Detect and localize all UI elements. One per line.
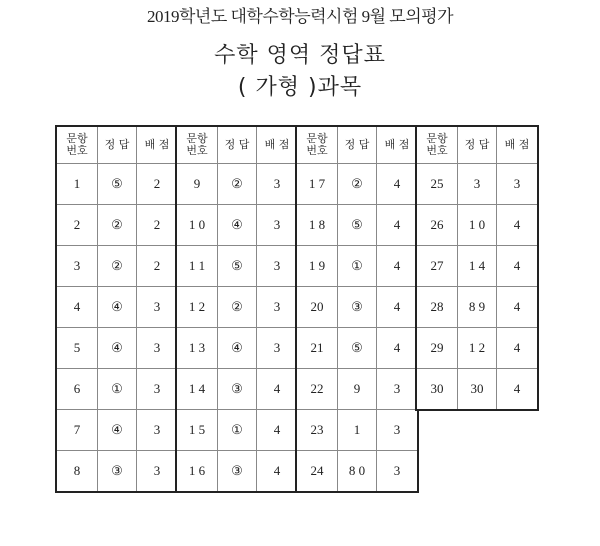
question-number: 30 bbox=[417, 369, 458, 410]
score: 4 bbox=[497, 369, 538, 410]
table-row bbox=[177, 410, 297, 451]
score: 3 bbox=[257, 246, 298, 287]
score: 4 bbox=[377, 205, 418, 246]
score: 3 bbox=[137, 287, 178, 328]
question-number: 1 7 bbox=[297, 164, 338, 205]
score: 2 bbox=[137, 205, 178, 246]
score: 3 bbox=[257, 164, 298, 205]
col-header-answer: 정 답 bbox=[218, 127, 257, 164]
question-number: 7 bbox=[57, 410, 98, 451]
question-number: 1 6 bbox=[177, 451, 218, 492]
score: 3 bbox=[497, 164, 538, 205]
question-number: 28 bbox=[417, 287, 458, 328]
col-header-score: 배 점 bbox=[377, 127, 418, 164]
answer: 3 bbox=[458, 164, 497, 205]
question-number: 20 bbox=[297, 287, 338, 328]
question-number: 27 bbox=[417, 246, 458, 287]
answer: ③ bbox=[98, 451, 137, 492]
answer: ④ bbox=[98, 287, 137, 328]
answer: ⑤ bbox=[338, 205, 377, 246]
col-header-number bbox=[297, 127, 338, 164]
table-row bbox=[57, 246, 177, 287]
score: 2 bbox=[137, 246, 178, 287]
answer-group-3 bbox=[295, 125, 419, 493]
answer: ⑤ bbox=[338, 328, 377, 369]
score: 4 bbox=[377, 287, 418, 328]
question-number: 1 9 bbox=[297, 246, 338, 287]
question-number: 5 bbox=[57, 328, 98, 369]
score: 3 bbox=[137, 410, 178, 451]
table-row bbox=[417, 287, 537, 328]
header-number-line1: 문항 bbox=[306, 132, 328, 145]
answer: ③ bbox=[338, 287, 377, 328]
header-number-line1: 문항 bbox=[66, 132, 88, 145]
score: 3 bbox=[257, 287, 298, 328]
table-row bbox=[177, 287, 297, 328]
header-number-line2: 번호 bbox=[66, 144, 88, 157]
col-header-answer: 정 답 bbox=[338, 127, 377, 164]
answer: 8 0 bbox=[338, 451, 377, 492]
col-header-number bbox=[177, 127, 218, 164]
answer: ② bbox=[218, 164, 257, 205]
score: 2 bbox=[137, 164, 178, 205]
question-number: 1 2 bbox=[177, 287, 218, 328]
col-header-answer: 정 답 bbox=[98, 127, 137, 164]
header-number-line2: 번호 bbox=[306, 144, 328, 157]
score: 4 bbox=[497, 328, 538, 369]
question-number: 3 bbox=[57, 246, 98, 287]
table-row bbox=[57, 410, 177, 451]
score: 3 bbox=[137, 328, 178, 369]
answer: ⑤ bbox=[98, 164, 137, 205]
table-row bbox=[57, 328, 177, 369]
answer: ② bbox=[98, 246, 137, 287]
answer: 1 0 bbox=[458, 205, 497, 246]
question-number: 1 bbox=[57, 164, 98, 205]
question-number: 1 4 bbox=[177, 369, 218, 410]
answer: ① bbox=[338, 246, 377, 287]
score: 3 bbox=[137, 451, 178, 492]
table-row bbox=[297, 451, 417, 492]
header-number-line1: 문항 bbox=[426, 132, 448, 145]
table-row bbox=[177, 164, 297, 205]
header-row bbox=[177, 127, 297, 164]
question-number: 4 bbox=[57, 287, 98, 328]
answer: ④ bbox=[98, 410, 137, 451]
question-number: 29 bbox=[417, 328, 458, 369]
answer: 1 2 bbox=[458, 328, 497, 369]
table-row bbox=[57, 287, 177, 328]
col-header-answer: 정 답 bbox=[458, 127, 497, 164]
table-row bbox=[177, 246, 297, 287]
question-number: 8 bbox=[57, 451, 98, 492]
answer: ② bbox=[218, 287, 257, 328]
table-row bbox=[297, 410, 417, 451]
answer-table-3 bbox=[297, 127, 417, 491]
score: 3 bbox=[377, 410, 418, 451]
question-number: 22 bbox=[297, 369, 338, 410]
question-number: 1 3 bbox=[177, 328, 218, 369]
answer-table-4 bbox=[417, 127, 537, 409]
answer: ② bbox=[338, 164, 377, 205]
score: 3 bbox=[257, 205, 298, 246]
score: 4 bbox=[497, 205, 538, 246]
answer: 1 bbox=[338, 410, 377, 451]
question-number: 1 8 bbox=[297, 205, 338, 246]
answer: ① bbox=[98, 369, 137, 410]
question-number: 2 bbox=[57, 205, 98, 246]
answer: 1 4 bbox=[458, 246, 497, 287]
table-row bbox=[297, 246, 417, 287]
answer: ④ bbox=[218, 205, 257, 246]
score: 3 bbox=[377, 369, 418, 410]
question-number: 1 1 bbox=[177, 246, 218, 287]
score: 4 bbox=[257, 451, 298, 492]
col-header-score: 배 점 bbox=[137, 127, 178, 164]
answer: ③ bbox=[218, 451, 257, 492]
answer: ⑤ bbox=[218, 246, 257, 287]
score: 3 bbox=[257, 328, 298, 369]
header-number-line1: 문항 bbox=[186, 132, 208, 145]
table-row bbox=[297, 328, 417, 369]
question-number: 6 bbox=[57, 369, 98, 410]
answer: 30 bbox=[458, 369, 497, 410]
table-row bbox=[297, 164, 417, 205]
subject-title: 수학 영역 정답표 bbox=[214, 43, 386, 68]
score: 4 bbox=[497, 246, 538, 287]
table-row bbox=[297, 287, 417, 328]
table-row bbox=[417, 164, 537, 205]
header-row bbox=[417, 127, 537, 164]
header-row bbox=[297, 127, 417, 164]
header-number-line2: 번호 bbox=[426, 144, 448, 157]
score: 4 bbox=[257, 369, 298, 410]
answer: ① bbox=[218, 410, 257, 451]
question-number: 25 bbox=[417, 164, 458, 205]
table-row bbox=[57, 451, 177, 492]
table-row bbox=[297, 205, 417, 246]
table-row bbox=[417, 328, 537, 369]
table-row bbox=[417, 246, 537, 287]
header-number-line2: 번호 bbox=[186, 144, 208, 157]
score: 4 bbox=[497, 287, 538, 328]
answer-group-1 bbox=[55, 125, 179, 493]
answer: ④ bbox=[218, 328, 257, 369]
question-number: 23 bbox=[297, 410, 338, 451]
exam-title: 2019학년도 대학수학능력시험 9월 모의평가 bbox=[146, 7, 453, 26]
table-row bbox=[297, 369, 417, 410]
answer: 9 bbox=[338, 369, 377, 410]
score: 4 bbox=[377, 246, 418, 287]
question-number: 26 bbox=[417, 205, 458, 246]
table-row bbox=[57, 164, 177, 205]
score: 3 bbox=[137, 369, 178, 410]
question-number: 9 bbox=[177, 164, 218, 205]
score: 4 bbox=[377, 328, 418, 369]
answer-table-1 bbox=[57, 127, 177, 491]
question-number: 21 bbox=[297, 328, 338, 369]
table-row bbox=[57, 205, 177, 246]
type-title: ( 가형 )과목 bbox=[237, 75, 363, 100]
answer: ③ bbox=[218, 369, 257, 410]
col-header-number bbox=[417, 127, 458, 164]
answer: ② bbox=[98, 205, 137, 246]
question-number: 24 bbox=[297, 451, 338, 492]
score: 3 bbox=[377, 451, 418, 492]
table-row bbox=[177, 451, 297, 492]
score: 4 bbox=[377, 164, 418, 205]
score: 4 bbox=[257, 410, 298, 451]
answer: ④ bbox=[98, 328, 137, 369]
table-row bbox=[417, 205, 537, 246]
question-number: 1 0 bbox=[177, 205, 218, 246]
col-header-number bbox=[57, 127, 98, 164]
table-row bbox=[177, 369, 297, 410]
question-number: 1 5 bbox=[177, 410, 218, 451]
table-row bbox=[57, 369, 177, 410]
table-row bbox=[177, 205, 297, 246]
table-row bbox=[417, 369, 537, 410]
col-header-score: 배 점 bbox=[497, 127, 538, 164]
table-row bbox=[177, 328, 297, 369]
header-row bbox=[57, 127, 177, 164]
col-header-score: 배 점 bbox=[257, 127, 298, 164]
answer: 8 9 bbox=[458, 287, 497, 328]
answer-group-2 bbox=[175, 125, 299, 493]
answer-table-2 bbox=[177, 127, 297, 491]
answer-group-4 bbox=[415, 125, 539, 411]
